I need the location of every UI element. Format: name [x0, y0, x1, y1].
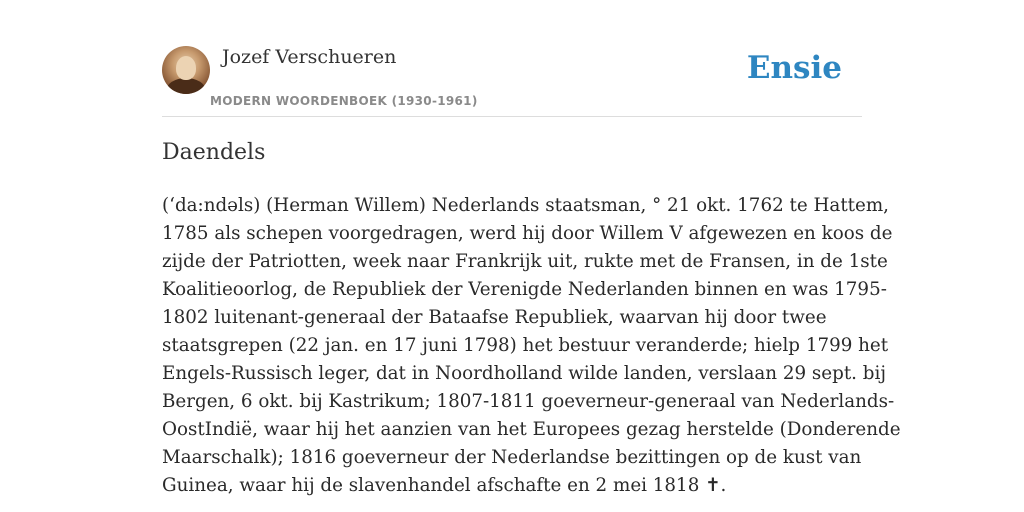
entry-line: zijde der Patriotten, week naar Frankrijk uit, rukte met de Fransen, in de 1ste	[162, 251, 888, 272]
entry-line: Guinea, waar hij de slavenhandel afschafte en 2 mei 1818 ✝.	[162, 475, 727, 496]
entry-line: (ʻda:ndəls) (Herman Willem) Nederlands staatsman, ° 21 okt. 1762 te Hattem,	[162, 195, 889, 216]
entry-line: Maarschalk); 1816 goeverneur der Nederlandse bezittingen op de kust van	[162, 447, 862, 468]
avatar-body-shape	[166, 78, 206, 94]
entry-line: 1785 als schepen voorgedragen, werd hij door Willem V afgewezen en koos de	[162, 223, 893, 244]
entry-line: Koalitieoorlog, de Republiek der Verenigde Nederlanden binnen en was 1795-	[162, 279, 887, 300]
author-name-link[interactable]: Jozef Verschueren	[222, 46, 397, 68]
entry-line: staatsgrepen (22 jan. en 17 juni 1798) het bestuur veranderde; hielp 1799 het	[162, 335, 889, 356]
entry-title: Daendels	[162, 140, 266, 165]
avatar-face-shape	[176, 56, 196, 80]
page-header	[162, 44, 862, 117]
source-label[interactable]: MODERN WOORDENBOEK (1930-1961)	[210, 94, 478, 108]
entry-line: OostIndië, waar hij het aanzien van het Europees gezag herstelde (Donderende	[162, 419, 901, 440]
entry-line: 1802 luitenant-generaal der Bataafse Republiek, waarvan hij door twee	[162, 307, 827, 328]
entry-line: Engels-Russisch leger, dat in Noordholland wilde landen, verslaan 29 sept. bij	[162, 363, 887, 384]
entry-line: Bergen, 6 okt. bij Kastrikum; 1807-1811 goeverneur-generaal van Nederlands-	[162, 391, 895, 412]
entry-body	[162, 192, 901, 500]
author-avatar[interactable]	[162, 46, 210, 94]
ensie-logo[interactable]: Ensie	[746, 50, 842, 86]
